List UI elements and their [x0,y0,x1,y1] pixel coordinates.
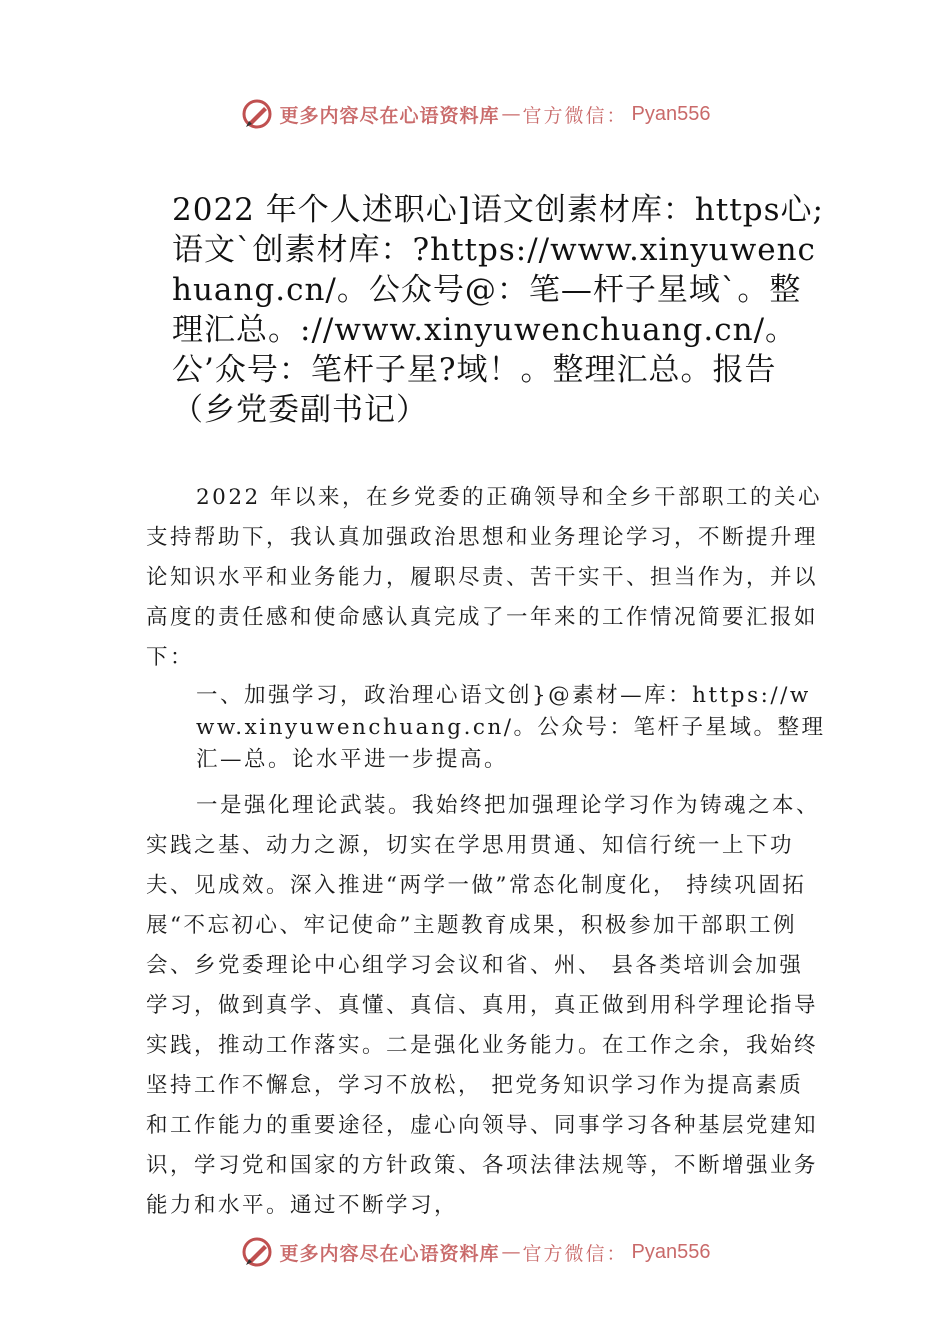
banner-wechat-id: Pyan556 [631,102,711,125]
banner-dash: — [501,103,521,125]
header-watermark-banner [0,94,950,134]
document-body [146,478,826,1226]
body-paragraph-1: 一是强化理论武装。我始终把加强理论学习作为铸魂之本、实践之基、动力之源，切实在学思用贯通、知信行统一上下功夫、见成效。深入推进“两学一做”常态化制度化， 持续巩固拓展“不忘初心、牢记使命”主题教育成果，积极参加干部职工例会、乡党委理论中心组学习会议和省、州、 县各类培训会加强学习，做到真学、真懂、真信、真用，真正做到用科学理论指导实践，推动工作落实。二是强化业务能力。在工作之余，我始终坚持工作不懈怠，学习不放松， 把党务知识学习作为提高素质和工作能力的重要途径，虚心向领导、同事学习各种基层党建知识，学习党和国家的方针政策、各项法律法规等，不断增强业务能力和水平。通过不断学习， [146,793,821,1218]
banner-wechat-id: Pyan556 [631,1240,711,1263]
section-heading-1: 一、加强学习，政治理心语文创}@素材—库：https://www.xinyuwenchuang.cn/。公众号：笔杆子星域。整理汇—总。论水平进一步提高。 [196,683,826,772]
pen-logo-icon [240,1235,274,1269]
banner-dash: — [501,1241,521,1263]
banner-wechat-label: 官方微信： [522,1242,628,1265]
intro-paragraph: 2022 年以来，在乡党委的正确领导和全乡干部职工的关心支持帮助下，我认真加强政治思想和业务理论学习，不断提升理论知识水平和业务能力，履职尽责、苦干实干、担当作为，并以高度的责任感和使命感认真完成了一年来的工作情况简要汇报如下： [146,485,823,670]
banner-wechat-label: 官方微信： [522,104,628,127]
banner-text: 更多内容尽在心语资料库 [279,1242,500,1265]
banner-text: 更多内容尽在心语资料库 [279,104,500,127]
pen-logo-icon [240,97,274,131]
document-title: 2022 年个人述职心]语文创素材库：https心;语文`创素材库：?https://www.xinyuwenchuang.cn/。公众号@：笔—杆子星域`。整理汇总。://www.xinyuwenchuang.cn/。公’众号：笔杆子星?域！。整理汇总。报告（乡党委副书记） [172,192,824,428]
footer-watermark-banner [0,1232,950,1272]
